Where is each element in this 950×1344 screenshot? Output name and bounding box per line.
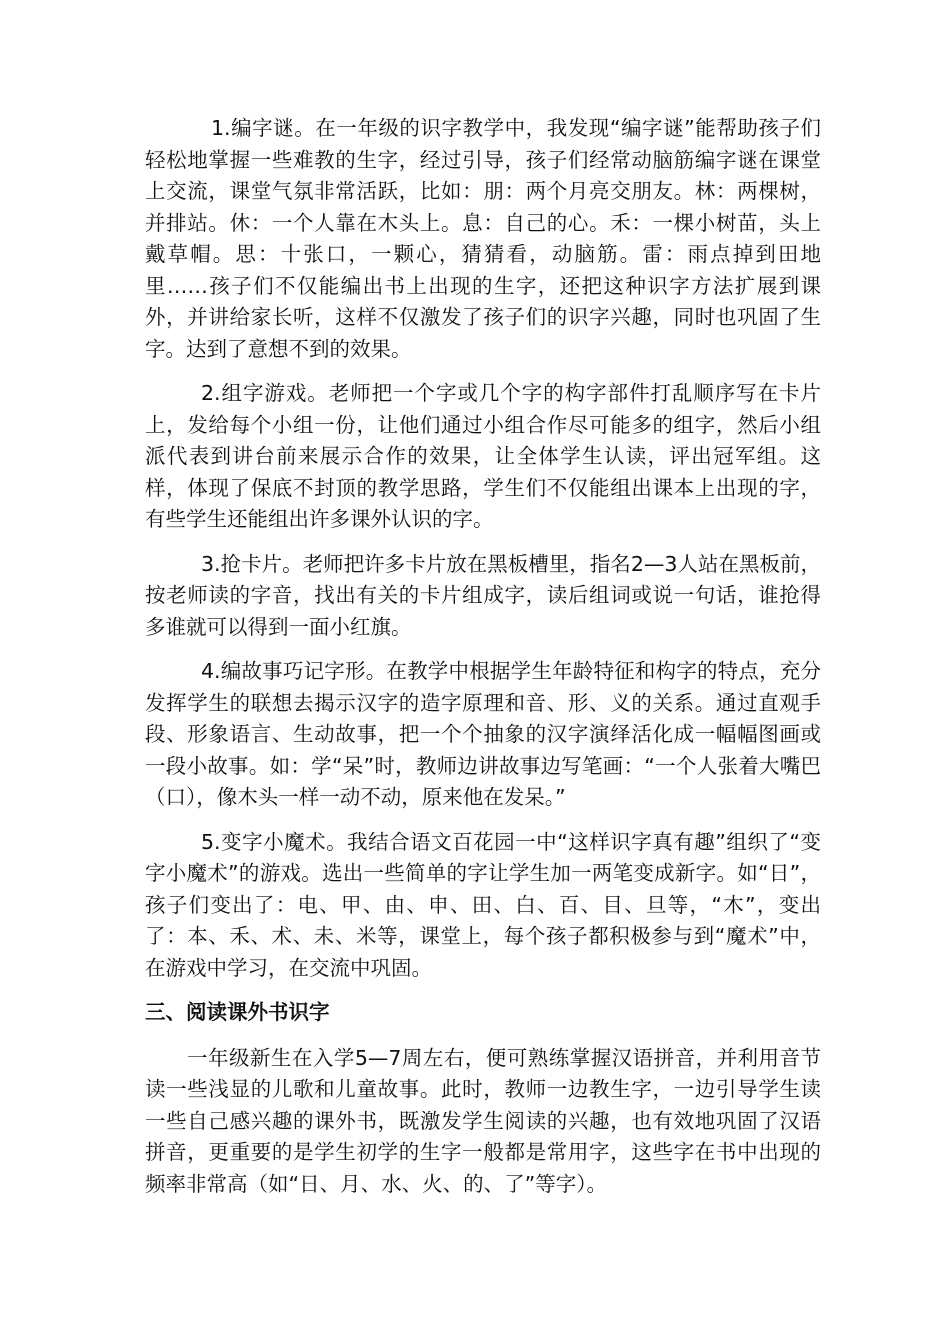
paragraph-grab-cards: 3.抢卡片。老师把许多卡片放在黑板槽里，指名2—3人站在黑板前，按老师读的字音，找出有关的卡片组成字，读后组词或说一句话，谁抢得多谁就可以得到一面小红旗。 <box>145 551 821 639</box>
paragraph-reading-books: 一年级新生在入学5—7周左右，便可熟练掌握汉语拼音，并利用音节读一些浅显的儿歌和儿童故事。此时，教师一边教生字，一边引导学生读一些自己感兴趣的课外书，既激发学生阅读的兴趣，也有效地巩固了汉语拼音，更重要的是学生初学的生字一般都是常用字，这些字在书中出现的频率非常高（如“日、月、水、火、的、了”等字）。 <box>145 1045 821 1196</box>
document-body <box>145 113 821 1213</box>
paragraph-riddle: 1.编字谜。在一年级的识字教学中，我发现“编字谜”能帮助孩子们轻松地掌握一些难教的生字，经过引导，孩子们经常动脑筋编字谜在课堂上交流，课堂气氛非常活跃，比如：朋：两个月亮交朋友。林：两棵树，并排站。休：一个人靠在木头上。息：自己的心。禾：一棵小树苗，头上戴草帽。思：十张口，一颗心，猜猜看，动脑筋。雷：雨点掉到田地里……孩子们不仅能编出书上出现的生字，还把这种识字方法扩展到课外，并讲给家长听，这样不仅激发了孩子们的识字兴趣，同时也巩固了生字。达到了意想不到的效果。 <box>145 116 821 361</box>
section-heading: 三、阅读课外书识字 <box>145 1000 330 1024</box>
paragraph-word-game: 2.组字游戏。老师把一个字或几个字的构字部件打乱顺序写在卡片上，发给每个小组一份，让他们通过小组合作尽可能多的组字，然后小组派代表到讲台前来展示合作的效果，让全体学生认读，评出冠军组。这样，体现了保底不封顶的教学思路，学生们不仅能组出课本上出现的字，有些学生还能组出许多课外认识的字。 <box>145 381 821 531</box>
paragraph-magic-trick: 5.变字小魔术。我结合语文百花园一中“这样识字真有趣”组织了“变字小魔术”的游戏。选出一些简单的字让学生加一两笔变成新字。如“日”，孩子们变出了：电、甲、由、申、田、白、百、目、旦等，“木”，变出了：本、禾、术、未、米等，课堂上，每个孩子都积极参与到“魔术”中，在游戏中学习，在交流中巩固。 <box>145 829 821 980</box>
paragraph-story-memory: 4.编故事巧记字形。在教学中根据学生年龄特征和构字的特点，充分发挥学生的联想去揭示汉字的造字原理和音、形、义的关系。通过直观手段、形象语言、生动故事，把一个个抽象的汉字演绎活化成一幅幅图画或一段小故事。如：学“呆”时，教师边讲故事边写笔画：“一个人张着大嘴巴（口），像木头一样一动不动，原来他在发呆。” <box>145 659 821 809</box>
